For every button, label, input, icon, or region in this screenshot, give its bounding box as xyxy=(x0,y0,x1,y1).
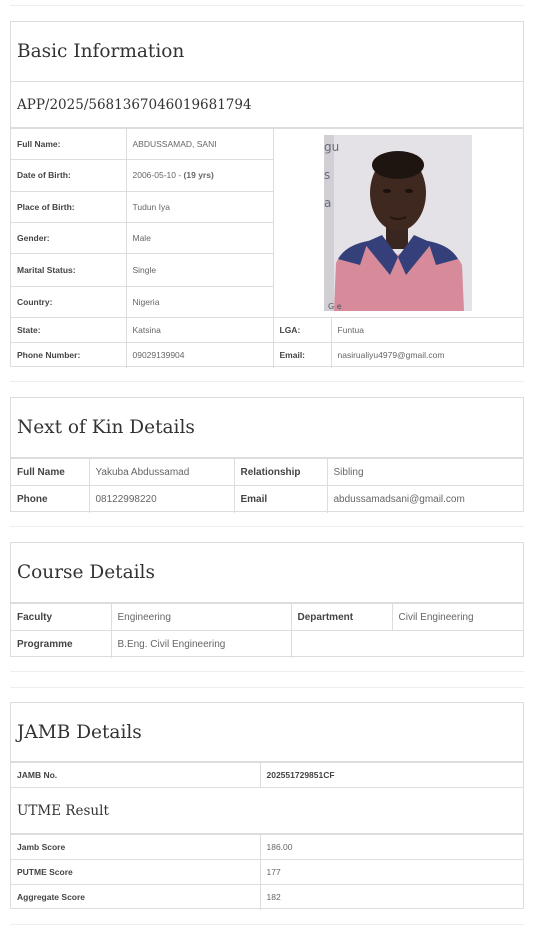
course-details-section xyxy=(10,542,524,657)
marital-status-value: Single xyxy=(126,254,273,286)
faculty-value: Engineering xyxy=(111,604,291,631)
next-of-kin-section xyxy=(10,397,524,512)
age-value: (19 yrs) xyxy=(183,170,214,181)
divider xyxy=(10,5,524,6)
svg-text:gu: gu xyxy=(324,140,340,154)
kin-email-label: Email xyxy=(234,486,327,513)
jamb-details-title: JAMB Details xyxy=(11,703,523,762)
divider xyxy=(10,687,524,688)
jamb-score-value: 186.00 xyxy=(260,835,523,860)
kin-relationship-value: Sibling xyxy=(327,459,523,486)
putme-score-value: 177 xyxy=(260,860,523,885)
lga-label: LGA: xyxy=(273,318,331,343)
department-label: Department xyxy=(291,604,392,631)
programme-label: Programme xyxy=(11,631,111,658)
email-label: Email: xyxy=(273,343,331,368)
passport-photo xyxy=(324,135,472,311)
basic-information-section xyxy=(10,21,524,367)
state-value: Katsina xyxy=(126,318,273,343)
divider xyxy=(10,526,524,527)
aggregate-score-value: 182 xyxy=(260,885,523,910)
svg-text:G e: G e xyxy=(328,302,342,311)
kin-full-name-label: Full Name xyxy=(11,459,89,486)
svg-text:a: a xyxy=(324,196,332,210)
basic-information-table xyxy=(11,128,523,368)
utme-result-table xyxy=(11,834,523,910)
jamb-number-table xyxy=(11,762,523,788)
jamb-number-value: 202551729851CF xyxy=(260,763,523,788)
next-of-kin-table xyxy=(11,458,523,513)
state-label: State: xyxy=(11,318,126,343)
phone-number-label: Phone Number: xyxy=(11,343,126,368)
jamb-number-label: JAMB No. xyxy=(11,763,260,788)
next-of-kin-title: Next of Kin Details xyxy=(11,398,523,458)
kin-relationship-label: Relationship xyxy=(234,459,327,486)
course-details-table xyxy=(11,603,523,658)
application-number: APP/2025/5681367046019681794 xyxy=(11,82,523,128)
divider xyxy=(10,671,524,672)
country-value: Nigeria xyxy=(126,286,273,317)
lga-value: Funtua xyxy=(331,318,523,343)
divider xyxy=(10,924,524,925)
full-name-label: Full Name: xyxy=(11,129,126,160)
passport-photo-cell xyxy=(273,129,523,318)
course-details-title: Course Details xyxy=(11,543,523,603)
basic-information-title: Basic Information xyxy=(11,22,523,82)
dob-date: 2006-05-10 - xyxy=(132,170,184,181)
divider xyxy=(10,381,524,382)
country-label: Country: xyxy=(11,286,126,317)
phone-number-value: 09029139904 xyxy=(126,343,273,368)
dob-label: Date of Birth: xyxy=(11,160,126,191)
marital-status-label: Marital Status: xyxy=(11,254,126,286)
full-name-value: ABDUSSAMAD, SANI xyxy=(126,129,273,160)
utme-result-title: UTME Result xyxy=(11,788,523,834)
empty-cell xyxy=(291,631,523,658)
pob-label: Place of Birth: xyxy=(11,191,126,222)
kin-phone-value: 08122998220 xyxy=(89,486,234,513)
jamb-details-section xyxy=(10,702,524,909)
kin-full-name-value: Yakuba Abdussamad xyxy=(89,459,234,486)
gender-value: Male xyxy=(126,222,273,253)
pob-value: Tudun Iya xyxy=(126,191,273,222)
programme-value: B.Eng. Civil Engineering xyxy=(111,631,291,658)
department-value: Civil Engineering xyxy=(392,604,523,631)
dob-value xyxy=(126,160,273,191)
putme-score-label: PUTME Score xyxy=(11,860,260,885)
gender-label: Gender: xyxy=(11,222,126,253)
faculty-label: Faculty xyxy=(11,604,111,631)
aggregate-score-label: Aggregate Score xyxy=(11,885,260,910)
kin-phone-label: Phone xyxy=(11,486,89,513)
email-value: nasirualiyu4979@gmail.com xyxy=(331,343,523,368)
svg-text:s: s xyxy=(324,168,331,182)
kin-email-value: abdussamadsani@gmail.com xyxy=(327,486,523,513)
jamb-score-label: Jamb Score xyxy=(11,835,260,860)
